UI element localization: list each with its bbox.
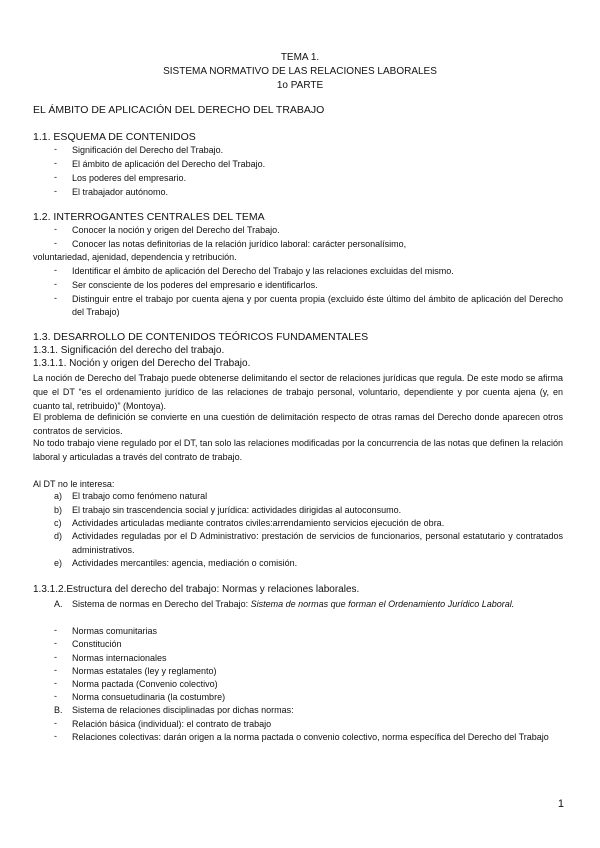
list-marker: B.	[54, 705, 63, 715]
section-1-3-title: 1.3. DESARROLLO DE CONTENIDOS TEÓRICOS FUNDAMENTALES	[33, 331, 369, 343]
list-item: El ámbito de aplicación del Derecho del Trabajo.	[72, 159, 266, 169]
list-item: Relación básica (individual): el contrato de trabajo	[72, 719, 272, 729]
list-item: Significación del Derecho del Trabajo.	[72, 145, 224, 155]
section-1-2-title: 1.2. INTERROGANTES CENTRALES DEL TEMA	[33, 211, 265, 223]
list-dash: -	[54, 293, 57, 303]
list-dash: -	[54, 678, 57, 688]
list-marker: a)	[54, 491, 63, 501]
list-item: Norma pactada (Convenio colectivo)	[72, 679, 218, 689]
list-marker: b)	[54, 505, 63, 515]
list-item: Normas estatales (ley y reglamento)	[72, 666, 217, 676]
list-item: Actividades articuladas mediante contratos civiles:arrendamiento servicios ejecución de obra.	[72, 518, 445, 528]
list-dash: -	[54, 186, 57, 196]
list-marker: e)	[54, 558, 63, 568]
item-italic: Sistema de normas que forman el Ordenamiento Jurídico Laboral.	[250, 599, 515, 609]
document-title: SISTEMA NORMATIVO DE LAS RELACIONES LABORALES	[163, 66, 437, 77]
item-lead: Sistema de normas en Derecho del Trabajo:	[72, 599, 251, 609]
list-dash: -	[54, 718, 57, 728]
list-dash: -	[54, 652, 57, 662]
list-item: Conocer la noción y origen del Derecho del Trabajo.	[72, 225, 280, 235]
list-item: Distinguir entre el trabajo por cuenta ajena y por cuenta propia (excluido éste último del ámbito de aplicación del Derecho del Trabajo)	[72, 294, 563, 317]
subsection-1-3-1-2: 1.3.1.2.Estructura del derecho del trabajo: Normas y relaciones laborales.	[33, 584, 360, 595]
paragraph: Al DT no le interesa:	[33, 479, 115, 489]
list-dash: -	[54, 238, 57, 248]
list-item: Constitución	[72, 639, 122, 649]
list-dash: -	[54, 158, 57, 168]
list-item: Relaciones colectivas: darán origen a la norma pactada o convenio colectivo, norma específica del Derecho del Trabajo	[72, 732, 549, 742]
list-dash: -	[54, 638, 57, 648]
list-item: Conocer las notas definitorias de la relación jurídico laboral: carácter personalísimo,	[72, 239, 407, 249]
section-1-1-title: 1.1. ESQUEMA DE CONTENIDOS	[33, 131, 196, 143]
list-item: Norma consuetudinaria (la costumbre)	[72, 692, 226, 702]
list-dash: -	[54, 691, 57, 701]
paragraph: No todo trabajo viene regulado por el DT, tan solo las relaciones modificadas por la concurrencia de las notas que definen la relación laboral y articuladas a través del contrato de trabajo.	[33, 438, 563, 462]
list-item: Ser consciente de los poderes del empresario e identificarlos.	[72, 280, 318, 290]
list-dash: -	[54, 279, 57, 289]
list-item	[72, 598, 563, 612]
list-item: Sistema de relaciones disciplinadas por dichas normas:	[72, 705, 294, 715]
list-item: Los poderes del empresario.	[72, 173, 187, 183]
list-dash: -	[54, 224, 57, 234]
tema-label: TEMA 1.	[280, 52, 320, 63]
list-dash: -	[54, 731, 57, 741]
list-item: Actividades mercantiles: agencia, mediación o comisión.	[72, 558, 298, 568]
subsection-1-3-1: 1.3.1. Significación del derecho del trabajo.	[33, 345, 225, 356]
page-number: 1	[557, 798, 564, 810]
list-item: El trabajo sin trascendencia social y jurídica: actividades dirigidas al autoconsumo.	[72, 505, 402, 515]
heading-ambito: EL ÁMBITO DE APLICACIÓN DEL DERECHO DEL TRABAJO	[33, 104, 325, 116]
part-label: 1o PARTE	[276, 80, 324, 91]
paragraph: El problema de definición se convierte en una cuestión de delimitación respecto de otras ramas del Derecho donde aparecen otros contratos de servicios.	[33, 412, 563, 436]
list-item: El trabajo como fenómeno natural	[72, 491, 208, 501]
list-dash: -	[54, 625, 57, 635]
list-item: Normas internacionales	[72, 653, 167, 663]
list-item: El trabajador autónomo.	[72, 187, 169, 197]
list-dash: -	[54, 172, 57, 182]
list-marker: d)	[54, 531, 63, 541]
list-marker: c)	[54, 518, 62, 528]
list-item: Actividades reguladas por el D Administrativo: prestación de servicios de funcionarios, personal estatutario y contratados administrativos.	[72, 531, 563, 555]
list-item: Identificar el ámbito de aplicación del Derecho del Trabajo y las relaciones excluidas del mismo.	[72, 266, 454, 276]
list-item: Normas comunitarias	[72, 626, 158, 636]
list-marker: A.	[54, 599, 63, 609]
subsection-1-3-1-1: 1.3.1.1. Noción y origen del Derecho del Trabajo.	[33, 358, 251, 369]
list-dash: -	[54, 265, 57, 275]
paragraph: La noción de Derecho del Trabajo puede obtenerse delimitando el sector de relaciones jurídicas que regula. De este modo se afirma que el DT “es el ordenamiento jurídico de las relaciones de trabajo personal, voluntario, dependiente y por cuenta ajena (y, en cuanto tal, retribuido)” (Montoya).	[33, 373, 563, 411]
list-dash: -	[54, 144, 57, 154]
list-item-continuation: voluntariedad, ajenidad, dependencia y retribución.	[33, 252, 237, 262]
list-dash: -	[54, 665, 57, 675]
